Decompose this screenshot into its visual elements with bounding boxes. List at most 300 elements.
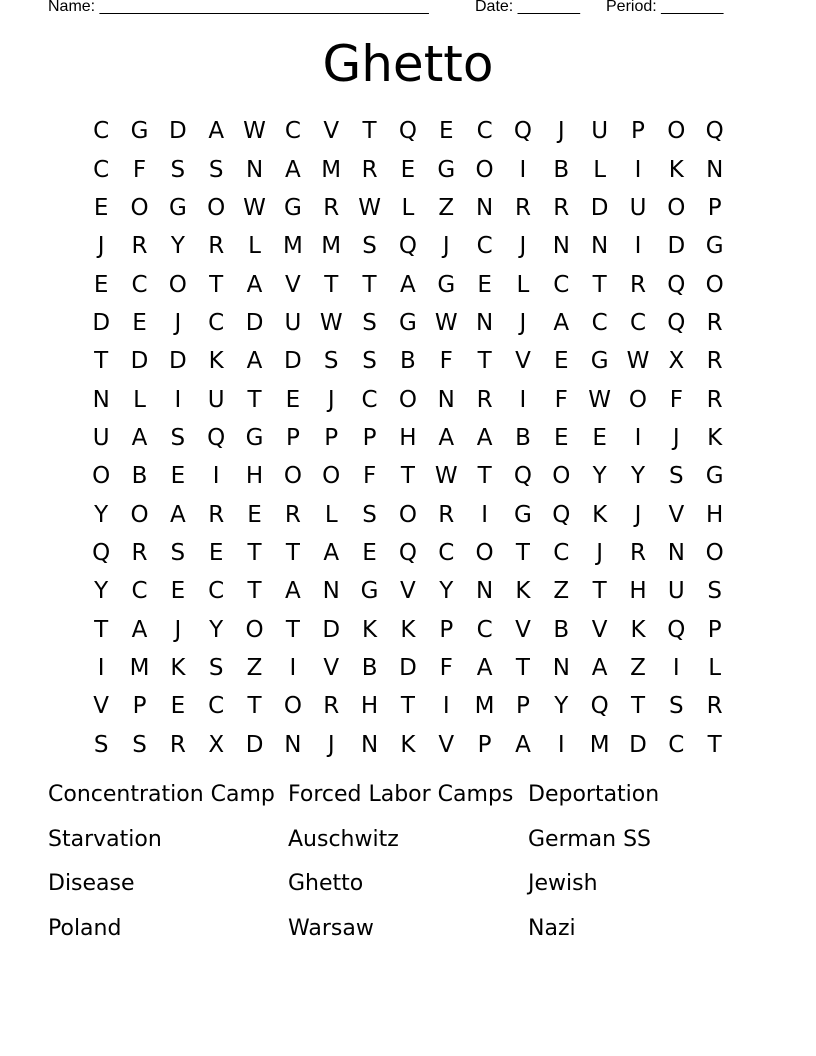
grid-cell: R xyxy=(208,233,225,260)
grid-cell: Q xyxy=(398,539,417,566)
grid-cell: J xyxy=(97,233,105,260)
grid-cell: K xyxy=(170,654,186,681)
grid-cell: Z xyxy=(553,578,570,605)
grid-cell: S xyxy=(323,348,339,375)
grid-cell: R xyxy=(284,501,301,528)
grid-cell: S xyxy=(669,693,684,720)
grid-cell: H xyxy=(629,578,647,605)
grid-cell: G xyxy=(245,424,264,451)
grid-cell: I xyxy=(634,424,642,451)
grid-cell: P xyxy=(631,118,645,145)
grid-cell: R xyxy=(706,693,723,720)
grid-cell: C xyxy=(361,386,378,413)
grid-cell: K xyxy=(400,731,416,758)
word-bank-item: Auschwitz xyxy=(288,826,399,852)
grid-row xyxy=(82,227,734,265)
grid-row xyxy=(82,457,734,495)
grid-cell: Q xyxy=(207,424,226,451)
grid-cell: U xyxy=(92,424,110,451)
grid-cell: Q xyxy=(398,118,417,145)
grid-cell: W xyxy=(434,309,458,336)
grid-cell: D xyxy=(169,118,187,145)
grid-cell: A xyxy=(169,501,186,528)
grid-cell: I xyxy=(672,654,680,681)
grid-cell: T xyxy=(362,118,377,145)
grid-cell: E xyxy=(285,386,301,413)
grid-cell: V xyxy=(93,693,110,720)
grid-cell: N xyxy=(476,578,494,605)
grid-cell: C xyxy=(131,578,148,605)
word-bank-item: Nazi xyxy=(528,916,576,942)
grid-cell: B xyxy=(400,348,416,375)
grid-cell: O xyxy=(705,539,724,566)
grid-cell: V xyxy=(285,271,301,298)
grid-cell: P xyxy=(285,424,300,451)
grid-cell: G xyxy=(514,501,532,528)
grid-cell: V xyxy=(591,616,608,643)
grid-row xyxy=(82,572,734,610)
grid-cell: M xyxy=(321,233,342,260)
grid-row xyxy=(82,495,734,533)
grid-cell: E xyxy=(362,539,377,566)
grid-cell: Z xyxy=(630,654,646,681)
grid-cell: U xyxy=(629,194,647,221)
date-field: Date: _______ xyxy=(475,0,580,15)
grid-cell: A xyxy=(246,271,263,298)
word-bank-item: Ghetto xyxy=(288,871,364,897)
grid-cell: W xyxy=(243,194,266,221)
grid-cell: Q xyxy=(398,233,417,260)
grid-cell: K xyxy=(668,156,684,183)
grid-cell: R xyxy=(514,194,531,221)
grid-cell: A xyxy=(553,309,570,336)
grid-cell: I xyxy=(557,731,565,758)
grid-cell: P xyxy=(362,424,377,451)
grid-cell: D xyxy=(590,194,609,221)
puzzle-title: Ghetto xyxy=(322,35,494,93)
grid-cell: T xyxy=(592,578,607,605)
grid-cell: R xyxy=(323,693,340,720)
grid-row xyxy=(82,419,734,457)
grid-cell: L xyxy=(516,271,530,298)
grid-cell: F xyxy=(554,386,568,413)
grid-cell: N xyxy=(552,654,570,681)
word-bank-item: Forced Labor Camps xyxy=(288,782,514,807)
grid-cell: J xyxy=(557,118,565,145)
grid-cell: S xyxy=(208,654,224,681)
grid-cell: M xyxy=(282,233,303,260)
grid-cell: L xyxy=(708,654,722,681)
grid-cell: D xyxy=(667,233,686,260)
grid-cell: A xyxy=(208,118,225,145)
grid-cell: F xyxy=(439,348,453,375)
grid-cell: E xyxy=(438,118,454,145)
grid-cell: E xyxy=(208,539,224,566)
name-field: Name: _____________________________________ xyxy=(48,0,429,15)
grid-cell: Q xyxy=(667,271,686,298)
letter-grid xyxy=(82,112,734,764)
grid-cell: A xyxy=(400,271,416,298)
word-bank-item: Concentration Camp xyxy=(48,782,275,807)
grid-cell: G xyxy=(590,348,609,375)
word-bank xyxy=(48,776,768,955)
grid-cell: Q xyxy=(667,309,686,336)
grid-cell: D xyxy=(399,654,417,681)
grid-cell: I xyxy=(634,233,642,260)
grid-cell: M xyxy=(129,654,150,681)
grid-cell: V xyxy=(323,654,340,681)
grid-cell: Y xyxy=(170,233,185,260)
grid-cell: T xyxy=(285,616,300,643)
grid-cell: S xyxy=(93,731,109,758)
grid-cell: G xyxy=(130,118,149,145)
grid-cell: D xyxy=(284,348,302,375)
grid-cell: U xyxy=(667,578,685,605)
grid-cell: G xyxy=(399,309,417,336)
grid-cell: W xyxy=(319,309,343,336)
grid-cell: O xyxy=(130,501,149,528)
word-bank-item: Deportation xyxy=(528,782,660,807)
grid-cell: Q xyxy=(513,463,532,490)
grid-cell: G xyxy=(705,233,724,260)
grid-cell: R xyxy=(706,386,723,413)
grid-cell: S xyxy=(170,156,186,183)
grid-cell: B xyxy=(553,616,570,643)
grid-cell: Q xyxy=(705,118,724,145)
grid-cell: A xyxy=(515,731,531,758)
grid-cell: O xyxy=(168,271,187,298)
grid-cell: T xyxy=(477,463,492,490)
grid-cell: G xyxy=(360,578,379,605)
grid-cell: T xyxy=(324,271,339,298)
grid-cell: Y xyxy=(554,693,569,720)
grid-row xyxy=(82,189,734,227)
grid-cell: T xyxy=(247,539,262,566)
word-bank-item: Poland xyxy=(48,916,122,942)
grid-cell: N xyxy=(92,386,110,413)
grid-cell: L xyxy=(593,156,607,183)
grid-cell: Q xyxy=(667,616,686,643)
grid-cell: S xyxy=(669,463,684,490)
grid-cell: L xyxy=(401,194,415,221)
grid-cell: N xyxy=(706,156,724,183)
grid-row xyxy=(82,150,734,188)
grid-cell: R xyxy=(323,194,340,221)
grid-cell: U xyxy=(284,309,302,336)
grid-cell: I xyxy=(481,501,488,528)
grid-row xyxy=(82,342,734,380)
grid-cell: E xyxy=(93,194,109,221)
grid-cell: Q xyxy=(552,501,571,528)
grid-cell: K xyxy=(707,424,723,451)
grid-cell: O xyxy=(283,693,302,720)
grid-cell: T xyxy=(515,654,530,681)
grid-cell: T xyxy=(247,693,262,720)
grid-cell: T xyxy=(400,693,415,720)
grid-cell: I xyxy=(634,156,642,183)
grid-cell: P xyxy=(707,616,722,643)
word-bank-item: Disease xyxy=(48,871,135,897)
word-bank-item: Starvation xyxy=(48,826,162,852)
grid-cell: P xyxy=(477,731,492,758)
grid-cell: X xyxy=(208,731,225,758)
grid-cell: V xyxy=(515,348,531,375)
grid-cell: N xyxy=(667,539,685,566)
grid-cell: K xyxy=(515,578,531,605)
grid-cell: E xyxy=(477,271,492,298)
grid-cell: A xyxy=(131,424,148,451)
grid-cell: U xyxy=(591,118,609,145)
grid-cell: O xyxy=(475,156,494,183)
grid-cell: T xyxy=(477,348,492,375)
grid-cell: A xyxy=(246,348,263,375)
grid-cell: Y xyxy=(439,578,454,605)
grid-cell: C xyxy=(553,271,570,298)
grid-cell: O xyxy=(283,463,302,490)
grid-cell: O xyxy=(475,539,494,566)
grid-cell: V xyxy=(438,731,455,758)
grid-cell: R xyxy=(361,156,378,183)
grid-cell: O xyxy=(398,386,417,413)
grid-cell: I xyxy=(212,463,220,490)
grid-row xyxy=(82,687,734,725)
grid-cell: S xyxy=(132,731,147,758)
grid-row xyxy=(82,380,734,418)
grid-cell: M xyxy=(474,693,495,720)
grid-cell: T xyxy=(515,539,530,566)
grid-cell: G xyxy=(168,194,187,221)
grid-cell: P xyxy=(132,693,147,720)
grid-cell: L xyxy=(324,501,338,528)
grid-cell: C xyxy=(208,693,225,720)
grid-cell: A xyxy=(591,654,608,681)
grid-cell: I xyxy=(442,693,450,720)
grid-cell: C xyxy=(93,118,110,145)
grid-cell: A xyxy=(476,654,493,681)
grid-cell: C xyxy=(208,578,225,605)
grid-cell: P xyxy=(324,424,339,451)
grid-row xyxy=(82,649,734,687)
grid-cell: J xyxy=(519,309,527,336)
grid-cell: R xyxy=(131,539,148,566)
grid-cell: J xyxy=(672,424,680,451)
grid-cell: L xyxy=(133,386,146,413)
grid-cell: I xyxy=(519,386,527,413)
grid-cell: R xyxy=(169,731,186,758)
grid-cell: G xyxy=(705,463,724,490)
grid-cell: O xyxy=(92,463,111,490)
grid-cell: R xyxy=(438,501,455,528)
grid-cell: C xyxy=(438,539,455,566)
grid-cell: C xyxy=(284,118,301,145)
grid-cell: Q xyxy=(590,693,609,720)
grid-cell: A xyxy=(476,424,493,451)
grid-cell: N xyxy=(284,731,302,758)
grid-cell: R xyxy=(629,271,646,298)
grid-cell: O xyxy=(322,463,341,490)
grid-cell: K xyxy=(400,616,416,643)
grid-cell: C xyxy=(629,309,647,336)
grid-cell: N xyxy=(552,233,570,260)
grid-cell: W xyxy=(588,386,612,413)
grid-cell: W xyxy=(243,118,266,145)
grid-cell: O xyxy=(628,386,648,413)
grid-cell: K xyxy=(592,501,608,528)
grid-cell: A xyxy=(285,578,301,605)
grid-row xyxy=(82,304,734,342)
grid-cell: H xyxy=(399,424,417,451)
grid-cell: K xyxy=(362,616,378,643)
grid-cell: C xyxy=(553,539,570,566)
grid-cell: N xyxy=(437,386,455,413)
word-bank-item: German SS xyxy=(528,826,652,852)
grid-cell: D xyxy=(322,616,341,643)
grid-cell: N xyxy=(591,233,609,260)
grid-cell: O xyxy=(667,194,686,221)
grid-cell: T xyxy=(400,463,415,490)
grid-cell: M xyxy=(321,156,342,183)
grid-cell: E xyxy=(554,424,569,451)
grid-cell: I xyxy=(174,386,182,413)
grid-cell: Q xyxy=(513,118,532,145)
grid-cell: O xyxy=(705,271,724,298)
grid-cell: C xyxy=(476,118,493,145)
grid-cell: T xyxy=(247,578,262,605)
grid-cell: V xyxy=(323,118,340,145)
grid-row xyxy=(82,265,734,303)
grid-cell: P xyxy=(516,693,530,720)
grid-row xyxy=(82,112,734,150)
grid-cell: O xyxy=(130,194,149,221)
grid-cell: Y xyxy=(94,501,109,528)
grid-cell: L xyxy=(248,233,261,260)
grid-cell: J xyxy=(442,233,450,260)
grid-cell: J xyxy=(596,539,604,566)
grid-cell: T xyxy=(630,693,646,720)
grid-cell: O xyxy=(207,194,226,221)
grid-cell: Y xyxy=(94,578,109,605)
grid-cell: F xyxy=(439,654,453,681)
grid-cell: A xyxy=(285,156,301,183)
word-bank-item: Jewish xyxy=(528,871,598,897)
grid-cell: I xyxy=(519,156,527,183)
grid-cell: T xyxy=(362,271,377,298)
grid-cell: M xyxy=(589,731,610,758)
grid-cell: J xyxy=(327,731,335,758)
grid-cell: O xyxy=(667,118,686,145)
grid-cell: J xyxy=(634,501,642,528)
grid-cell: V xyxy=(400,578,416,605)
grid-cell: Y xyxy=(592,463,607,490)
grid-cell: T xyxy=(94,348,109,375)
grid-cell: W xyxy=(434,463,458,490)
grid-cell: Z xyxy=(246,654,263,681)
grid-cell: N xyxy=(360,731,379,758)
grid-cell: C xyxy=(668,731,685,758)
grid-cell: H xyxy=(245,463,264,490)
grid-cell: O xyxy=(245,616,264,643)
grid-cell: T xyxy=(285,539,300,566)
grid-cell: H xyxy=(360,693,379,720)
grid-cell: U xyxy=(207,386,225,413)
grid-cell: T xyxy=(592,271,607,298)
grid-cell: E xyxy=(170,693,186,720)
grid-cell: C xyxy=(476,233,493,260)
grid-cell: S xyxy=(208,156,224,183)
grid-cell: H xyxy=(706,501,724,528)
grid-cell: G xyxy=(283,194,302,221)
grid-cell: C xyxy=(93,156,110,183)
grid-cell: D xyxy=(169,348,187,375)
grid-cell: I xyxy=(97,654,105,681)
grid-cell: S xyxy=(707,578,722,605)
header-line xyxy=(0,0,816,18)
grid-cell: J xyxy=(327,386,335,413)
grid-cell: X xyxy=(668,348,685,375)
grid-cell: P xyxy=(707,194,722,221)
grid-cell: B xyxy=(131,463,148,490)
grid-cell: K xyxy=(630,616,646,643)
grid-cell: E xyxy=(400,156,416,183)
grid-cell: Z xyxy=(438,194,455,221)
grid-cell: W xyxy=(626,348,650,375)
grid-cell: D xyxy=(245,309,264,336)
grid-cell: S xyxy=(362,348,377,375)
grid-cell: Y xyxy=(209,616,224,643)
grid-cell: E xyxy=(93,271,109,298)
period-field: Period: _______ xyxy=(606,0,724,15)
grid-cell: Y xyxy=(630,463,646,490)
grid-cell: R xyxy=(706,309,723,336)
grid-cell: E xyxy=(170,578,186,605)
grid-cell: S xyxy=(170,539,186,566)
grid-cell: D xyxy=(130,348,149,375)
grid-cell: R xyxy=(208,501,225,528)
grid-cell: N xyxy=(476,194,494,221)
grid-cell: R xyxy=(131,233,148,260)
grid-cell: D xyxy=(629,731,647,758)
grid-cell: B xyxy=(553,156,570,183)
grid-cell: C xyxy=(208,309,225,336)
grid-row xyxy=(82,726,734,764)
grid-cell: T xyxy=(707,731,722,758)
grid-cell: C xyxy=(131,271,148,298)
grid-cell: D xyxy=(92,309,111,336)
grid-cell: F xyxy=(362,463,377,490)
grid-cell: A xyxy=(438,424,455,451)
grid-cell: R xyxy=(476,386,493,413)
grid-cell: A xyxy=(323,539,340,566)
grid-cell: E xyxy=(132,309,147,336)
grid-cell: N xyxy=(245,156,264,183)
grid-cell: D xyxy=(245,731,264,758)
grid-cell: E xyxy=(170,463,186,490)
grid-cell: T xyxy=(209,271,224,298)
grid-cell: O xyxy=(552,463,571,490)
grid-cell: C xyxy=(476,616,493,643)
grid-cell: R xyxy=(553,194,570,221)
grid-cell: R xyxy=(706,348,723,375)
grid-cell: J xyxy=(174,309,182,336)
grid-cell: S xyxy=(170,424,186,451)
grid-cell: E xyxy=(592,424,607,451)
grid-cell: E xyxy=(554,348,569,375)
grid-cell: B xyxy=(361,654,378,681)
grid-cell: J xyxy=(174,616,182,643)
grid-cell: R xyxy=(629,539,646,566)
grid-cell: S xyxy=(362,501,377,528)
grid-cell: Q xyxy=(92,539,111,566)
